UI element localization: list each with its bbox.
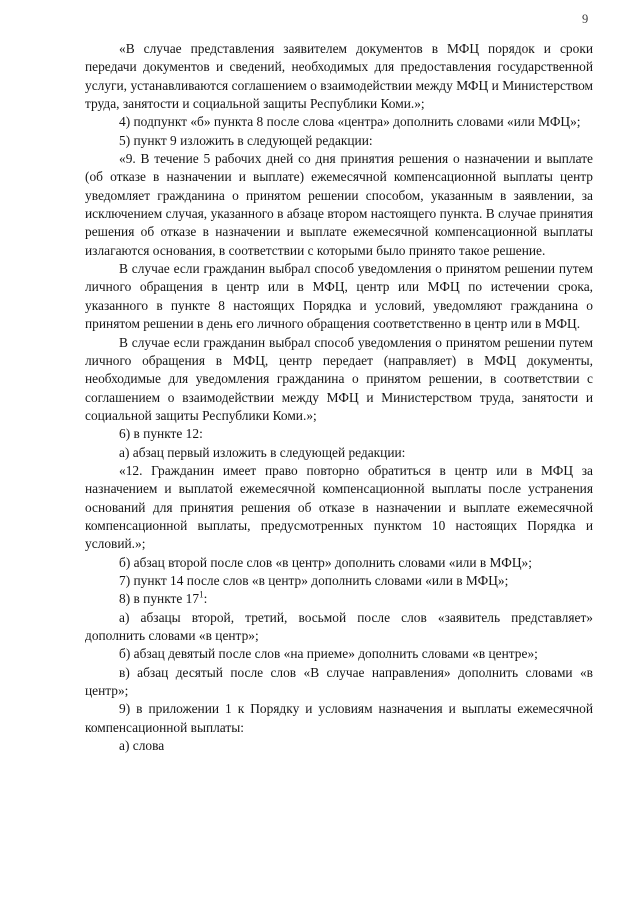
paragraph-point-9-text: «9. В течение 5 рабочих дней со дня принятия решения о назначении и выплате (об отказе в назначении и выплате) ежемесячной компенсационной выплаты центр уведомляет гражданина о принятом решении способом, указанным в заявлении, за исключением случая, указанного в абзаце втором настоящего пункта. В случае принятия решения об отказе в назначении и выплате ежемесячной компенсационной выплаты излагаются основания, в соответствии с которыми было принято такое решение. xyxy=(85,151,593,258)
paragraph-point-17-v: в) абзац десятый после слов «В случае направления» дополнить словами «в центр»; xyxy=(85,664,593,699)
paragraph-personal-visit-center-or-mfc: В случае если гражданин выбрал способ уведомления о принятом решении путем личного обращения в центр или в МФЦ, центр или МФЦ по истечении срока, указанного в пункте 8 настоящих Порядка и условий, уведомляют гражданина о принятом решении в день его личного обращения соответственно в центр или в МФЦ. xyxy=(85,261,593,332)
point-17-text: 8) в пункте 17 xyxy=(119,591,200,607)
paragraph-point-14: 7) пункт 14 после слов «в центр» дополнить словами «или в МФЦ»; xyxy=(119,572,509,588)
paragraph-point-17-b: б) абзац девятый после слов «на приеме» дополнить словами «в центре»; xyxy=(119,646,538,662)
document-body xyxy=(85,40,593,755)
footnote-superscript: 1 xyxy=(199,589,204,600)
paragraph-point-12-a: а) абзац первый изложить в следующей редакции: xyxy=(119,444,406,460)
paragraph-point-12-text: «12. Гражданин имеет право повторно обратиться в центр или в МФЦ за назначением и выплатой ежемесячной компенсационной выплаты после устранения оснований для принятия решения об отказе в назначении и выплате ежемесячной компенсационной выплаты, предусмотренных пунктом 10 настоящих Порядка и условий.»; xyxy=(85,462,593,552)
paragraph-a-words: а) слова xyxy=(119,738,165,754)
paragraph-point-17-a: а) абзацы второй, третий, восьмой после слов «заявитель представляет» дополнить словами «в центр»; xyxy=(85,609,593,643)
paragraph-point-12-heading: 6) в пункте 12: xyxy=(119,426,203,442)
paragraph-point-9-appendix: 9) в приложении 1 к Порядку и условиям назначения и выплаты ежемесячной компенсационной выплаты: xyxy=(85,701,593,735)
paragraph-personal-visit-mfc: В случае если гражданин выбрал способ уведомления о принятом решении путем личного обращения в МФЦ, центр передает (направляет) в МФЦ документы, необходимые для уведомления гражданина о принятом решении, в соответствии с соглашением о взаимодействии между МФЦ и Министерством труда, занятости и социальной защиты Республики Коми.»; xyxy=(85,334,593,423)
paragraph-mfc-documents-order: «В случае представления заявителем документов в МФЦ порядок и сроки передачи документов и сведений, необходимых для предоставления государственной услуги, устанавливаются соглашением о взаимодействии между МФЦ и Министерством труда, занятости и социальной защиты Республики Коми.»; xyxy=(85,41,593,112)
paragraph-point-17-heading xyxy=(85,590,593,608)
paragraph-point-9-heading: 5) пункт 9 изложить в следующей редакции: xyxy=(119,132,373,148)
point-17-colon: : xyxy=(203,591,208,607)
paragraph-subpoint-b-point-8: 4) подпункт «б» пункта 8 после слова «центра» дополнить словами «или МФЦ»; xyxy=(119,114,581,130)
page-number: 9 xyxy=(582,12,589,26)
paragraph-point-12-b: б) абзац второй после слов «в центр» дополнить словами «или в МФЦ»; xyxy=(119,554,532,570)
